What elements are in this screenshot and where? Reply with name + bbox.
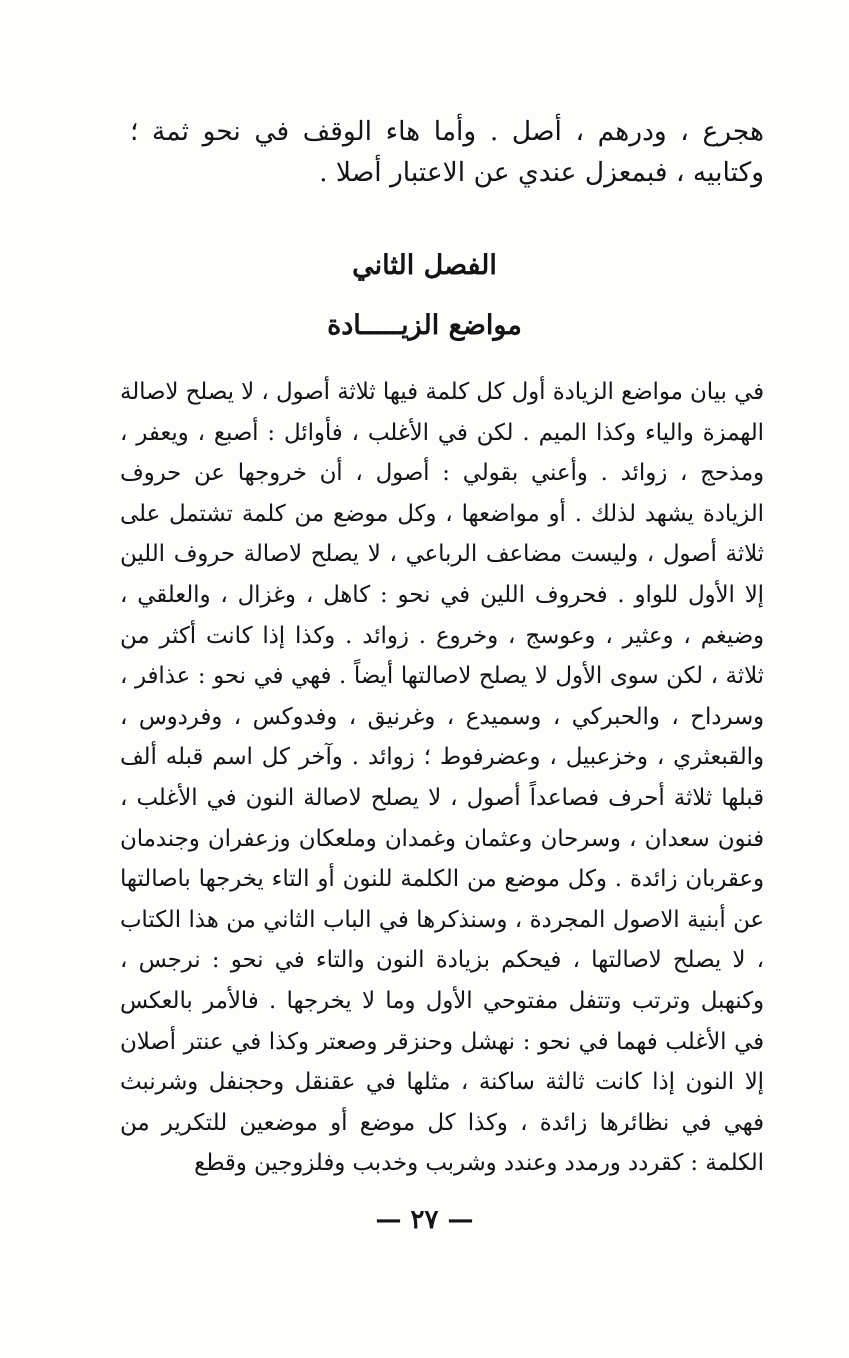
intro-paragraph: هجرع ، ودرهم ، أصل . وأما هاء الوقف في نحو ثمة ؛ وكتابيه ، فبمعزل عندي عن الاعتبار أصلا . [130,116,764,188]
page-number: — ٢٧ — [375,1205,474,1235]
body-paragraph: في بيان مواضع الزيادة أول كل كلمة فيها ثلاثة أصول ، لا يصلح لاصالة الهمزة والياء وكذا الميم . لكن في الأغلب ، فأوائل : أصبع ، ويعفر ، ومذحج ، زوائد . وأعني بقولي : أصول ، أن خروجها عن حروف الزيادة يشهد لذلك . أو مواضعها ، وكل موضع من كلمة تشتمل على ثلاثة أصول ، وليست مضاعف الرباعي ، لا يصلح لاصالة حروف اللين إلا الأول للواو . فحروف اللين في نحو : كاهل ، وغزال ، والعلقي ، وضيغم ، وعثير ، وعوسج ، وخروع . زوائد . وكذا إذا كانت أكثر من ثلاثة ، لكن سوى الأول لا يصلح لاصالتها أيضاً . فهي في نحو : عذافر ، وسرداح ، والحبركي ، وسميدع ، وغرنيق ، وفدوكس ، وفردوس ، والقبعثري ، وخزعبيل ، وعضرفوط ؛ زوائد . وآخر كل اسم قبله ألف قبلها ثلاثة أحرف فصاعداً أصول ، لا يصلح لاصالة النون في الأغلب ، فنون سعدان ، وسرحان وعثمان وغمدان وملعكان وزعفران وجندمان وعقربان زائدة . وكل موضع من الكلمة للنون أو التاء يخرجها باصالتها عن أبنية الاصول المجردة ، وسنذكرها في الباب الثاني من هذا الكتاب ، لا يصلح لاصالتها ، فيحكم بزيادة النون والتاء في نحو : نرجس ، وكنهبل وترتب وتتفل مفتوحي الأول وما لا يخرجها . فالأمر بالعكس في الأغلب فهما في نحو : نهشل وحنزقر وصعتر وكذا في عنتر أصلان إلا النون إذا كانت ثالثة ساكنة ، مثلها في عقنقل وحجنفل وشرنبث فهي في نظائرها زائدة ، وكذا كل موضع أو موضعين للتكرير من الكلمة : كقردد ورمدد وعندد وشربب وخدبب وفلزوجين وقطع [120,379,764,1177]
chapter-title: الفصل الثاني [352,250,497,281]
section-title: مواضع الزيـــــادة [327,310,522,341]
